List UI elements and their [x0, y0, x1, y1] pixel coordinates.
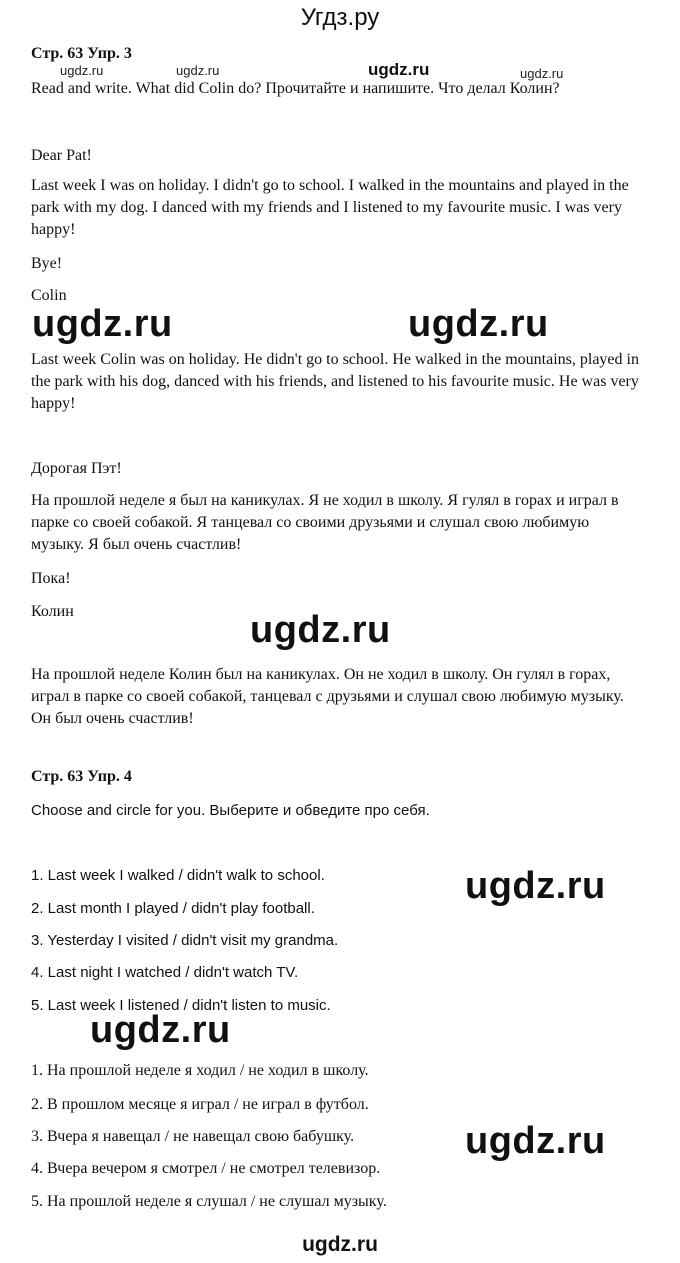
answer-ru: На прошлой неделе Колин был на каникулах. Он не ходил в школу. Он гулял в горах, играл в парке со своей собакой, танцевал с друзьями и слушал свою любимую музыку. Он был очень счастлив! — [31, 666, 624, 727]
letter-ru-bye: Пока! — [31, 570, 71, 587]
list-item: 4. Вчера вечером я смотрел / не смотрел телевизор. — [31, 1160, 381, 1177]
watermark-small: ugdz.ru — [368, 60, 430, 79]
site-title: Угдз.ру — [300, 4, 380, 31]
watermark-large: ugdz.ru — [408, 303, 549, 345]
watermark-large: ugdz.ru — [465, 865, 606, 907]
watermark-large: ugdz.ru — [250, 609, 391, 651]
letter-ru-body: На прошлой неделе я был на каникулах. Я не ходил в школу. Я гулял в горах и играл в парке со своей собакой. Я танцевал со своими друзьями и слушал свою любимую музыку. Я был очень счастлив! — [31, 492, 619, 553]
watermark-large: ugdz.ru — [32, 303, 173, 345]
letter-signature: Colin — [31, 287, 67, 304]
watermark-large: ugdz.ru — [465, 1120, 606, 1162]
exercise-4-heading: Стр. 63 Упр. 4 — [31, 768, 132, 785]
list-item: 2. В прошлом месяце я играл / не играл в футбол. — [31, 1096, 369, 1113]
letter-body: Last week I was on holiday. I didn't go to school. I walked in the mountains and played in the park with my dog. I danced with my friends and I listened to my favourite music. I was very happy! — [31, 177, 629, 238]
list-item: 5. Last week I listened / didn't listen to music. — [31, 997, 331, 1014]
answer-en: Last week Colin was on holiday. He didn't go to school. He walked in the mountains, played in the park with his dog, danced with his friends, and listened to his favourite music. He was very happy! — [31, 351, 639, 412]
list-item: 1. Last week I walked / didn't walk to school. — [31, 867, 325, 884]
letter-bye: Bye! — [31, 255, 63, 272]
watermark-small: ugdz.ru — [520, 66, 564, 81]
watermark-small: ugdz.ru — [176, 63, 220, 78]
list-item: 2. Last month I played / didn't play football. — [31, 900, 315, 917]
list-item: 5. На прошлой неделе я слушал / не слушал музыку. — [31, 1193, 387, 1210]
list-item: 3. Вчера я навещал / не навещал свою бабушку. — [31, 1128, 355, 1145]
letter-ru-signature: Колин — [31, 603, 74, 620]
list-item: 3. Yesterday I visited / didn't visit my grandma. — [31, 932, 339, 949]
watermark-large: ugdz.ru — [90, 1009, 231, 1051]
exercise-4-instruction: Choose and circle for you. Выберите и обведите про себя. — [31, 802, 430, 819]
list-item: 1. На прошлой неделе я ходил / не ходил в школу. — [31, 1062, 369, 1079]
exercise-3-instruction: Read and write. What did Colin do? Прочитайте и напишите. Что делал Колин? — [31, 80, 560, 97]
list-item: 4. Last night I watched / didn't watch TV. — [31, 964, 299, 981]
letter-greeting: Dear Pat! — [31, 147, 92, 164]
exercise-3-heading: Стр. 63 Упр. 3 — [31, 45, 132, 62]
footer-watermark: ugdz.ru — [302, 1233, 378, 1256]
letter-ru-greeting: Дорогая Пэт! — [31, 460, 122, 477]
watermark-small: ugdz.ru — [60, 63, 104, 78]
